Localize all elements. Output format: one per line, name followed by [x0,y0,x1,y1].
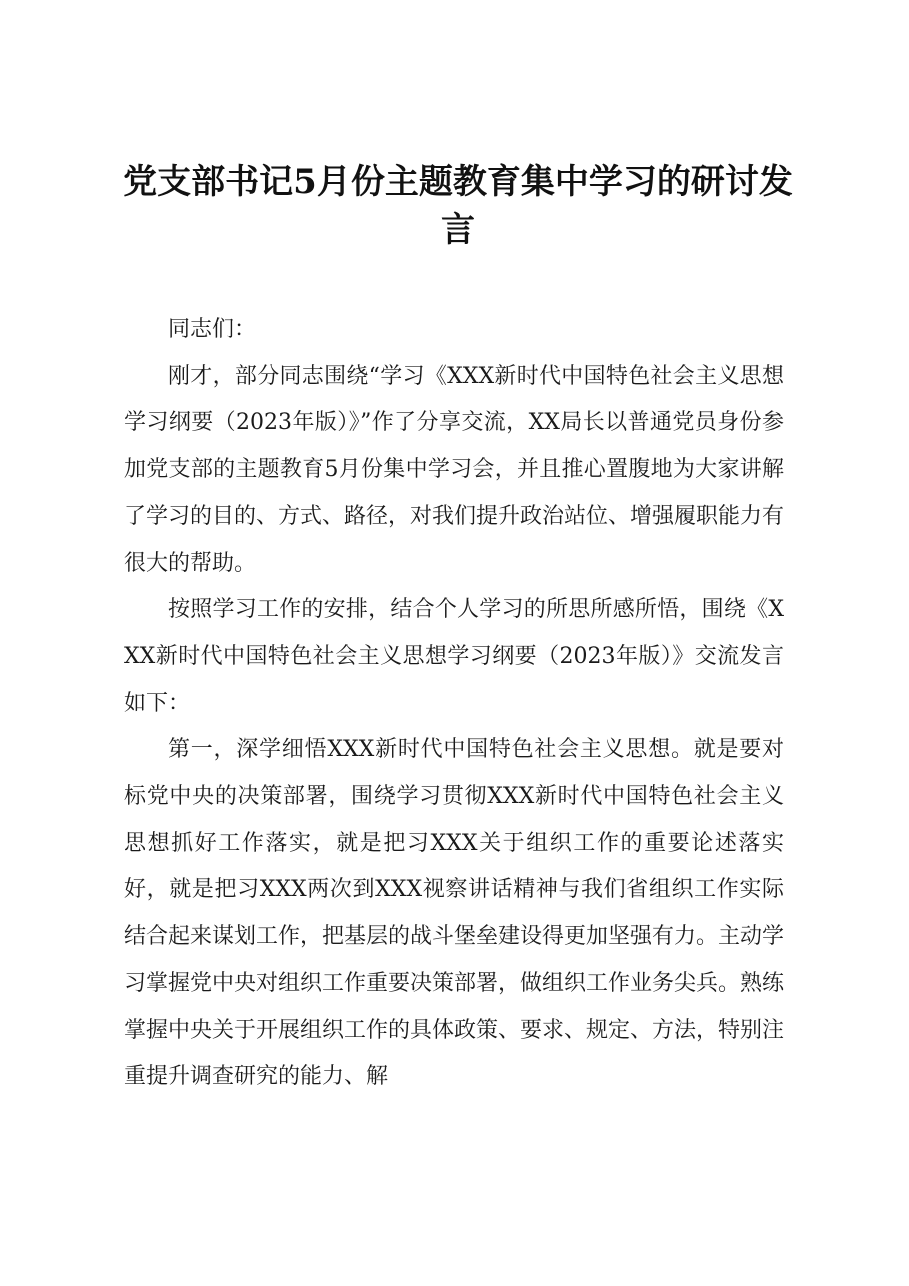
body-paragraph: 第一，深学细悟XXX新时代中国特色社会主义思想。就是要对标党中央的决策部署，围绕学习贯彻XXX新时代中国特色社会主义思想抓好工作落实，就是把习XXX关于组织工作的重要论述落实好，就是把习XXX两次到XXX视察讲话精神与我们省组织工作实际结合起来谋划工作，把基层的战斗堡垒建设得更加坚强有力。主动学习掌握党中央对组织工作重要决策部署，做组织工作业务尖兵。熟练掌握中央关于开展组织工作的具体政策、要求、规定、方法，特别注重提升调查研究的能力、解 [124,737,785,1090]
body-paragraph: 刚才，部分同志围绕“学习《XXX新时代中国特色社会主义思想学习纲要（2023年版）》”作了分享交流，XX局长以普通党员身份参加党支部的主题教育5月份集中学习会，并且推心置腹地为大家讲解了学习的目的、方式、路径，对我们提升政治站位、增强履职能力有很大的帮助。 [124,363,785,576]
body-paragraph: 按照学习工作的安排，结合个人学习的所思所感所悟，围绕《XXX新时代中国特色社会主义思想学习纲要（2023年版）》交流发言如下： [124,597,784,716]
document-title: 党支部书记5月份主题教育集中学习的研讨发言 [123,162,793,250]
document-body [124,307,784,1101]
salutation-paragraph: 同志们： [168,317,257,342]
